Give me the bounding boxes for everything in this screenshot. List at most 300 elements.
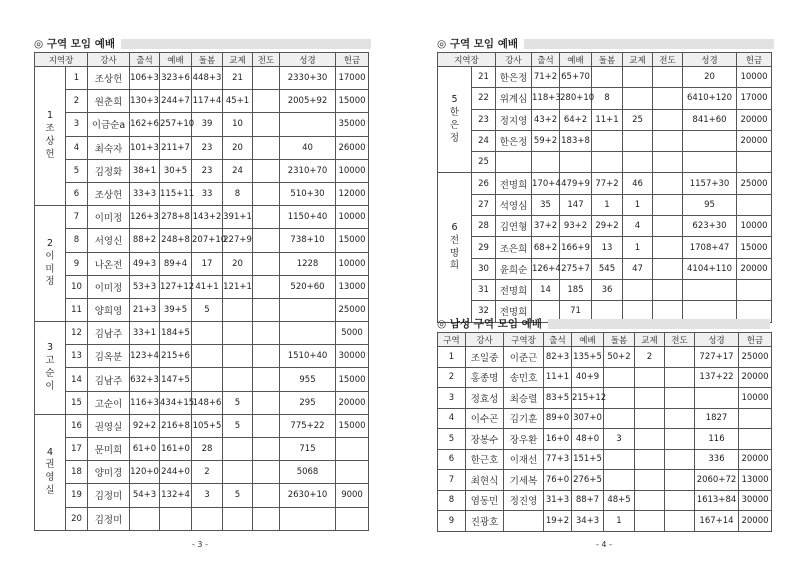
table-cell: 5 — [192, 298, 223, 321]
table-cell: 336 — [695, 449, 739, 470]
leader-name — [496, 152, 532, 173]
header-cell: 돌봄 — [592, 53, 623, 67]
table-cell: 10000 — [739, 388, 772, 409]
table-cell: 2330+30 — [280, 67, 336, 90]
table-row — [438, 367, 772, 388]
table-cell: 조일중 — [466, 347, 504, 368]
table-cell: 4 — [66, 136, 88, 159]
table-cell: 143+2 — [192, 206, 223, 229]
leader-name: 최숙자 — [88, 136, 130, 159]
table-cell — [635, 449, 665, 470]
table-cell: 17 — [66, 438, 88, 461]
table-cell — [253, 182, 280, 205]
table-cell: 115+11 — [160, 182, 192, 205]
table-cell: 126+3 — [130, 206, 160, 229]
table-cell — [653, 173, 683, 194]
table-cell — [653, 88, 683, 109]
table-row — [35, 67, 369, 90]
table-cell: 4104+110 — [683, 258, 737, 279]
table-cell: 1 — [438, 347, 466, 368]
table-cell: 76+0 — [544, 470, 572, 491]
table-cell: 166+9 — [560, 237, 592, 258]
table-cell: 3 — [438, 388, 466, 409]
table-cell: 479+9 — [560, 173, 592, 194]
table-cell: 147+5 — [160, 368, 192, 391]
table-cell: 2060+72 — [695, 470, 739, 491]
men-attendance-table — [437, 332, 772, 532]
table-cell: 10 — [66, 275, 88, 298]
table-cell — [592, 67, 623, 88]
region-label — [35, 206, 66, 322]
table-cell: 진광호 — [466, 511, 504, 532]
table-cell: 10000 — [336, 252, 369, 275]
table-cell: 5 — [223, 414, 253, 437]
table-cell: 20000 — [737, 258, 772, 279]
leader-name: 양희영 — [88, 298, 130, 321]
table-cell — [253, 229, 280, 252]
table-cell — [223, 438, 253, 461]
table-cell: 391+1 — [223, 206, 253, 229]
table-cell: 8 — [592, 88, 623, 109]
table-cell — [253, 507, 280, 530]
table-cell: 39+5 — [160, 298, 192, 321]
table-cell — [665, 408, 695, 429]
table-cell — [623, 152, 653, 173]
table-cell: 12 — [66, 322, 88, 345]
table-cell: 26000 — [336, 136, 369, 159]
leader-name: 권영실 — [88, 414, 130, 437]
table-cell: 10000 — [336, 206, 369, 229]
table-cell — [653, 237, 683, 258]
table-cell — [665, 367, 695, 388]
table-cell: 1827 — [695, 408, 739, 429]
table-cell — [653, 109, 683, 130]
table-cell: 77+2 — [592, 173, 623, 194]
table-cell — [635, 490, 665, 511]
leader-name: 문미희 — [88, 438, 130, 461]
leader-name: 양미경 — [88, 461, 130, 484]
header-cell: 전도 — [665, 333, 695, 347]
table-cell: 48+0 — [572, 429, 604, 450]
leader-name: 한은정 — [496, 67, 532, 88]
table-cell: 227+9 — [223, 229, 253, 252]
table-cell: 248+8 — [160, 229, 192, 252]
table-cell: 275+7 — [560, 258, 592, 279]
table-cell: 147 — [560, 194, 592, 215]
title-bar — [548, 319, 770, 329]
right-header-row — [438, 53, 772, 67]
table-cell: 6 — [438, 449, 466, 470]
header-cell: 돌봄 — [604, 333, 635, 347]
table-cell — [504, 511, 544, 532]
table-cell: 48+5 — [604, 490, 635, 511]
header-cell: 지역장 — [35, 53, 88, 67]
table-cell: 5068 — [280, 461, 336, 484]
table-cell: 28 — [472, 216, 496, 237]
table-cell — [592, 130, 623, 151]
table-cell: 106+3 — [130, 67, 160, 90]
table-cell: 40+9 — [572, 367, 604, 388]
right-section-title — [437, 36, 774, 51]
page-number-right: - 4 - — [596, 540, 612, 549]
table-row — [438, 470, 772, 491]
table-cell — [635, 511, 665, 532]
table-cell — [739, 408, 772, 429]
table-cell: 127+12 — [160, 275, 192, 298]
table-cell: 17 — [192, 252, 223, 275]
table-cell: 727+17 — [695, 347, 739, 368]
men-header-row — [438, 333, 772, 347]
table-row — [438, 388, 772, 409]
table-cell: 545 — [592, 258, 623, 279]
table-cell — [280, 113, 336, 136]
region-label-char: 영 — [45, 472, 55, 484]
region-label-char: 은 — [449, 119, 460, 131]
table-cell: 장봉수 — [466, 429, 504, 450]
table-cell: 88+2 — [130, 229, 160, 252]
table-cell: 22 — [472, 88, 496, 109]
table-cell: 1708+47 — [683, 237, 737, 258]
header-cell: 강사 — [496, 53, 532, 67]
table-cell: 4 — [623, 216, 653, 237]
table-cell: 148+6 — [192, 391, 223, 414]
table-cell: 6410+120 — [683, 88, 737, 109]
table-cell: 7 — [66, 206, 88, 229]
leader-name: 이금순a — [88, 113, 130, 136]
table-cell — [592, 152, 623, 173]
header-cell: 강사 — [466, 333, 504, 347]
header-cell: 전도 — [653, 53, 683, 67]
table-cell: 1 — [66, 67, 88, 90]
table-cell: 88+7 — [572, 490, 604, 511]
region-label-char: 희 — [449, 260, 460, 272]
table-cell — [280, 322, 336, 345]
table-row — [35, 391, 369, 414]
right-section-title-text: ◎ 구역 모임 예배 — [437, 38, 518, 50]
region-label-char: 정 — [45, 276, 55, 288]
region-label-char: 한 — [449, 106, 460, 118]
left-attendance-table — [34, 52, 369, 531]
table-cell: 21+3 — [130, 298, 160, 321]
leader-name: 전명희 — [496, 279, 532, 300]
table-cell: 장우환 — [504, 429, 544, 450]
table-cell: 121+1 — [223, 275, 253, 298]
table-cell: 12000 — [336, 182, 369, 205]
leader-name: 김남주 — [88, 322, 130, 345]
table-cell: 295 — [280, 391, 336, 414]
table-cell: 9 — [66, 252, 88, 275]
table-cell: 10000 — [737, 67, 772, 88]
table-cell: 홍종명 — [466, 367, 504, 388]
table-cell — [253, 113, 280, 136]
table-cell: 2310+70 — [280, 159, 336, 182]
table-cell — [160, 507, 192, 530]
table-cell — [560, 152, 592, 173]
table-cell — [223, 461, 253, 484]
leader-name: 이미정 — [88, 275, 130, 298]
header-cell: 구역장 — [504, 333, 544, 347]
header-cell: 출석 — [544, 333, 572, 347]
region-label-char: 조 — [45, 123, 55, 135]
table-cell: 20000 — [336, 391, 369, 414]
header-cell: 출석 — [532, 53, 560, 67]
leader-name: 김정화 — [88, 159, 130, 182]
table-row — [438, 237, 772, 258]
table-cell: 13 — [592, 237, 623, 258]
table-cell — [665, 347, 695, 368]
table-cell — [665, 388, 695, 409]
table-cell: 13000 — [739, 470, 772, 491]
table-cell: 54+3 — [130, 484, 160, 507]
table-cell: 135+5 — [572, 347, 604, 368]
table-cell: 11 — [66, 298, 88, 321]
table-cell: 89+0 — [544, 408, 572, 429]
table-cell: 126+4 — [532, 258, 560, 279]
table-cell — [253, 159, 280, 182]
table-cell: 89+4 — [160, 252, 192, 275]
table-cell — [737, 152, 772, 173]
table-cell: 276+5 — [572, 470, 604, 491]
leader-name: 조상헌 — [88, 182, 130, 205]
table-cell: 207+10 — [192, 229, 223, 252]
table-cell: 40 — [280, 136, 336, 159]
header-cell: 헌금 — [336, 53, 369, 67]
table-cell — [665, 429, 695, 450]
table-row — [438, 408, 772, 429]
table-cell — [623, 67, 653, 88]
table-cell: 8 — [438, 490, 466, 511]
table-cell — [280, 507, 336, 530]
table-cell: 36 — [592, 279, 623, 300]
table-cell: 2 — [66, 90, 88, 113]
table-cell — [280, 298, 336, 321]
table-cell: 47 — [623, 258, 653, 279]
table-cell: 50+2 — [604, 347, 635, 368]
header-cell: 전도 — [253, 53, 280, 67]
table-cell: 이준근 — [504, 347, 544, 368]
table-cell: 24 — [472, 130, 496, 151]
table-cell — [223, 368, 253, 391]
table-row — [35, 252, 369, 275]
table-cell: 183+8 — [560, 130, 592, 151]
table-row — [35, 229, 369, 252]
table-cell: 3 — [604, 429, 635, 450]
table-cell: 29+2 — [592, 216, 623, 237]
region-label-char: 5 — [451, 94, 458, 106]
table-cell: 한근호 — [466, 449, 504, 470]
table-cell: 35 — [532, 194, 560, 215]
table-cell — [635, 470, 665, 491]
region-label-char: 상 — [45, 136, 55, 148]
title-bar — [524, 39, 774, 49]
leader-name: 서영신 — [88, 229, 130, 252]
table-cell: 215+6 — [160, 345, 192, 368]
region-label-char: 이 — [45, 250, 55, 262]
table-cell: 434+15 — [160, 391, 192, 414]
table-cell: 83+5 — [544, 388, 572, 409]
leader-name: 석영심 — [496, 194, 532, 215]
table-cell: 15000 — [336, 368, 369, 391]
table-cell: 26 — [472, 173, 496, 194]
table-cell: 31+3 — [544, 490, 572, 511]
table-cell: 46 — [623, 173, 653, 194]
table-cell — [665, 470, 695, 491]
header-cell: 돌봄 — [192, 53, 223, 67]
table-cell: 33+1 — [130, 322, 160, 345]
table-cell: 정효성 — [466, 388, 504, 409]
table-row — [438, 490, 772, 511]
table-cell: 19 — [66, 484, 88, 507]
table-cell: 39 — [192, 113, 223, 136]
table-cell: 28 — [192, 438, 223, 461]
table-cell: 5000 — [336, 322, 369, 345]
leader-name: 정지영 — [496, 109, 532, 130]
table-cell: 31 — [472, 279, 496, 300]
men-section-title-text: ◎ 남성 구역 모임 예배 — [437, 318, 542, 330]
table-cell: 71+2 — [532, 67, 560, 88]
region-label — [438, 173, 472, 322]
table-row — [35, 136, 369, 159]
table-cell: 14 — [66, 368, 88, 391]
table-cell: 520+60 — [280, 275, 336, 298]
table-cell: 2630+10 — [280, 484, 336, 507]
table-cell: 최현식 — [466, 470, 504, 491]
table-cell: 448+3 — [192, 67, 223, 90]
table-cell — [665, 490, 695, 511]
table-cell: 3 — [192, 484, 223, 507]
table-cell: 20000 — [737, 109, 772, 130]
table-cell — [336, 438, 369, 461]
table-cell: 65+70 — [560, 67, 592, 88]
table-cell — [653, 152, 683, 173]
table-cell — [635, 408, 665, 429]
table-row — [35, 484, 369, 507]
header-cell: 교제 — [635, 333, 665, 347]
table-row — [438, 258, 772, 279]
table-cell — [604, 367, 635, 388]
table-cell: 1 — [623, 194, 653, 215]
table-cell: 130+3 — [130, 90, 160, 113]
table-cell: 20 — [683, 67, 737, 88]
table-cell: 15000 — [336, 414, 369, 437]
region-label-char: 권 — [45, 459, 55, 471]
header-cell: 지역장 — [438, 53, 496, 67]
header-cell: 출석 — [130, 53, 160, 67]
table-cell: 1 — [623, 237, 653, 258]
table-cell: 16 — [66, 414, 88, 437]
table-cell: 이재선 — [504, 449, 544, 470]
men-section-title — [437, 316, 770, 331]
table-cell — [683, 152, 737, 173]
table-cell — [623, 88, 653, 109]
table-cell: 623+30 — [683, 216, 737, 237]
table-cell: 955 — [280, 368, 336, 391]
table-row — [438, 130, 772, 151]
region-label-char: 1 — [46, 110, 54, 122]
table-cell: 11+1 — [592, 109, 623, 130]
table-cell: 21 — [223, 67, 253, 90]
region-label-char: 이 — [45, 380, 55, 392]
table-cell: 25 — [472, 152, 496, 173]
table-cell — [253, 368, 280, 391]
table-cell — [683, 279, 737, 300]
table-cell: 15 — [66, 391, 88, 414]
table-cell: 7 — [438, 470, 466, 491]
table-cell: 244+0 — [160, 461, 192, 484]
table-row — [438, 279, 772, 300]
table-cell: 9000 — [336, 484, 369, 507]
table-cell: 216+8 — [160, 414, 192, 437]
table-cell: 13 — [66, 345, 88, 368]
table-cell: 30 — [472, 258, 496, 279]
table-cell: 2 — [438, 367, 466, 388]
table-cell: 5 — [438, 429, 466, 450]
header-cell: 강사 — [88, 53, 130, 67]
table-cell: 49+3 — [130, 252, 160, 275]
table-cell: 6 — [66, 182, 88, 205]
table-cell: 10000 — [737, 216, 772, 237]
region-label-char: 순 — [45, 367, 55, 379]
table-cell: 211+7 — [160, 136, 192, 159]
table-cell: 257+10 — [160, 113, 192, 136]
table-row — [35, 322, 369, 345]
table-cell: 25000 — [739, 347, 772, 368]
region-label-char: 2 — [46, 237, 54, 249]
table-row — [438, 449, 772, 470]
table-cell: 33+3 — [130, 182, 160, 205]
table-cell: 20000 — [739, 511, 772, 532]
table-cell — [737, 194, 772, 215]
table-cell — [604, 449, 635, 470]
table-cell: 3 — [66, 113, 88, 136]
table-cell — [253, 67, 280, 90]
table-cell — [223, 507, 253, 530]
table-cell — [665, 511, 695, 532]
table-row — [35, 507, 369, 530]
table-cell: 4 — [438, 408, 466, 429]
region-label-char: 고 — [45, 355, 55, 367]
table-cell: 61+0 — [130, 438, 160, 461]
region-label-char: 헌 — [45, 148, 55, 160]
table-cell — [253, 90, 280, 113]
table-row — [438, 194, 772, 215]
table-cell: 71 — [560, 301, 592, 322]
left-header-row — [35, 53, 369, 67]
leader-name: 김남주 — [88, 368, 130, 391]
table-row — [35, 113, 369, 136]
table-row — [35, 298, 369, 321]
header-cell: 예배 — [160, 53, 192, 67]
table-cell: 105+5 — [192, 414, 223, 437]
table-cell: 120+0 — [130, 461, 160, 484]
table-row — [35, 206, 369, 229]
region-label — [35, 67, 66, 206]
page-number-left: - 3 - — [192, 540, 208, 549]
table-cell: 김기훈 — [504, 408, 544, 429]
table-cell: 510+30 — [280, 182, 336, 205]
table-cell: 9 — [438, 511, 466, 532]
table-cell: 5 — [223, 391, 253, 414]
table-cell: 116+3 — [130, 391, 160, 414]
table-cell: 15000 — [737, 237, 772, 258]
leader-name: 김정미 — [88, 507, 130, 530]
table-cell: 116 — [695, 429, 739, 450]
table-cell: 95 — [683, 194, 737, 215]
region-label-char: 4 — [46, 446, 54, 458]
leader-name: 원춘희 — [88, 90, 130, 113]
header-cell: 성경 — [695, 333, 739, 347]
table-cell — [737, 279, 772, 300]
